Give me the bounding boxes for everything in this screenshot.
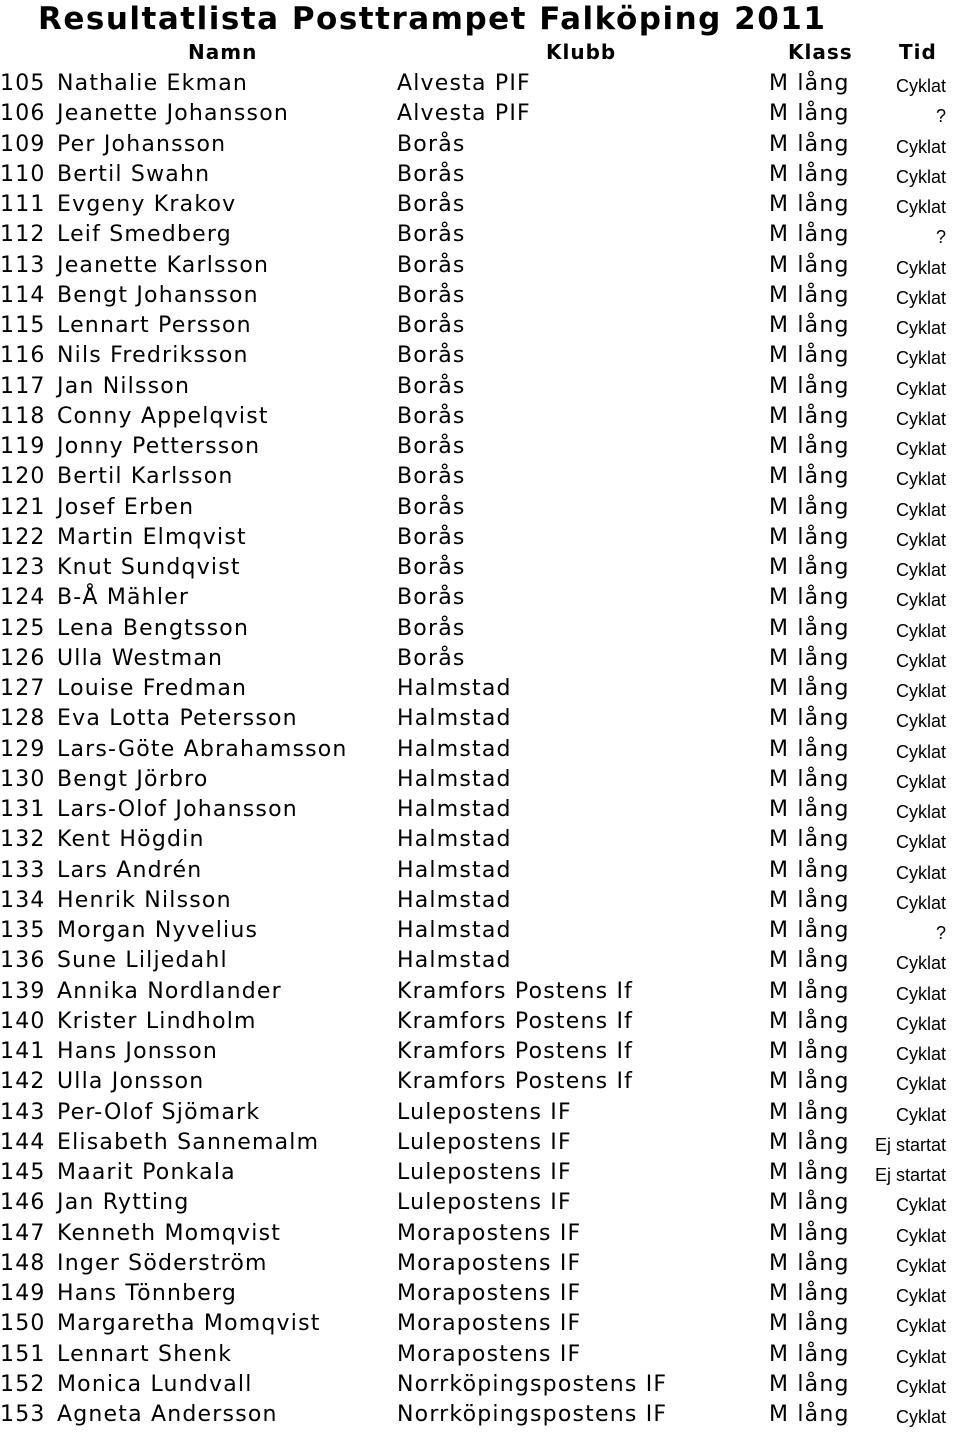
participant-name: Knut Sundqvist (57, 555, 241, 580)
participant-name: Jeanette Karlsson (57, 252, 270, 278)
time-status: Cyklat (895, 1104, 946, 1125)
table-row (0, 1128, 960, 1158)
table-row (0, 432, 960, 462)
participant-name: Krister Lindholm (57, 1008, 257, 1034)
class-name: M lång (769, 706, 850, 732)
club-name: Morapostens IF (397, 1250, 582, 1276)
club-name: Borås (397, 615, 466, 641)
participant-name: Martin Elmqvist (57, 524, 247, 550)
class-name: M lång (769, 1099, 850, 1125)
time-status: Cyklat (895, 771, 946, 792)
participant-name: Jan Nilsson (57, 373, 191, 399)
club-name: Halmstad (397, 706, 512, 732)
table-row (0, 644, 960, 674)
class-name: M lång (769, 252, 850, 278)
class-name: M lång (769, 615, 850, 641)
club-name: Borås (397, 524, 466, 550)
time-status: Cyklat (895, 1255, 946, 1276)
class-name: M lång (769, 1371, 850, 1397)
club-name: Halmstad (397, 736, 512, 762)
participant-name: Evgeny Krakov (57, 192, 237, 217)
participant-name: Lars-Olof Johansson (57, 797, 298, 822)
time-status: Ej startat (874, 1165, 946, 1185)
class-name: M lång (769, 524, 850, 550)
club-name: Borås (397, 373, 466, 399)
club-name: Kramfors Postens If (397, 1008, 634, 1034)
class-name: M lång (769, 434, 850, 459)
row-number: 152 (0, 1371, 46, 1397)
class-name: M lång (769, 736, 850, 762)
row-number: 125 (0, 615, 46, 641)
row-number: 117 (0, 373, 46, 399)
time-status: Cyklat (895, 1074, 946, 1095)
time-status: Cyklat (895, 650, 946, 671)
time-status: Cyklat (895, 378, 946, 399)
time-status: Cyklat (895, 1316, 946, 1337)
club-name: Lulepostens IF (397, 1129, 572, 1155)
row-number: 110 (0, 161, 46, 187)
class-name: M lång (769, 978, 850, 1004)
participant-name: Ulla Westman (57, 645, 224, 671)
class-name: M lång (769, 464, 850, 490)
participant-name: Henrik Nilsson (57, 887, 232, 913)
class-name: M lång (769, 1160, 850, 1185)
participant-name: Lennart Persson (57, 313, 252, 338)
class-name: M lång (769, 131, 850, 157)
row-number: 129 (0, 736, 46, 762)
time-status: Cyklat (895, 408, 946, 429)
table-row (0, 160, 960, 190)
time-status: Cyklat (895, 1286, 946, 1306)
participant-name: Per-Olof Sjömark (57, 1099, 261, 1125)
time-status: Cyklat (895, 136, 946, 157)
participant-name: Bertil Karlsson (57, 464, 234, 490)
row-number: 120 (0, 464, 46, 490)
header-time: Tid (899, 40, 937, 64)
class-name: M lång (769, 343, 850, 369)
row-number: 140 (0, 1008, 46, 1034)
class-name: M lång (769, 645, 850, 671)
class-name: M lång (769, 585, 850, 611)
club-name: Lulepostens IF (397, 1099, 572, 1125)
class-name: M lång (769, 1281, 850, 1306)
table-row (0, 1219, 960, 1249)
table-row (0, 251, 960, 281)
row-number: 135 (0, 918, 46, 943)
class-name: M lång (769, 766, 850, 792)
table-row (0, 1158, 960, 1188)
club-name: Borås (397, 585, 466, 611)
class-name: M lång (769, 1190, 850, 1216)
participant-name: Jeanette Johansson (57, 101, 290, 127)
club-name: Halmstad (397, 918, 512, 943)
participant-name: Kenneth Momqvist (57, 1220, 282, 1246)
class-name: M lång (769, 282, 850, 308)
row-number: 146 (0, 1190, 46, 1216)
club-name: Alvesta PIF (397, 71, 531, 96)
class-name: M lång (769, 161, 850, 187)
table-row (0, 856, 960, 886)
participant-name: Lars Andrén (57, 857, 203, 883)
participant-name: Inger Söderström (57, 1250, 268, 1276)
time-status: Cyklat (895, 560, 946, 580)
club-name: Borås (397, 161, 466, 187)
table-row (0, 1400, 960, 1430)
club-name: Borås (397, 343, 466, 369)
club-name: Borås (397, 192, 466, 217)
time-status: Cyklat (895, 681, 946, 701)
time-status: Cyklat (895, 1346, 946, 1367)
club-name: Morapostens IF (397, 1220, 582, 1246)
table-row (0, 220, 960, 250)
club-name: Borås (397, 494, 466, 520)
table-row (0, 735, 960, 765)
participant-name: Morgan Nyvelius (57, 918, 259, 943)
club-name: Lulepostens IF (397, 1190, 572, 1216)
time-status: Cyklat (895, 1044, 946, 1064)
club-name: Borås (397, 434, 466, 459)
row-number: 113 (0, 252, 46, 278)
participant-name: Elisabeth Sannemalm (57, 1129, 320, 1155)
class-name: M lång (769, 1129, 850, 1155)
club-name: Kramfors Postens If (397, 1039, 634, 1064)
class-name: M lång (769, 857, 850, 883)
participant-name: Lars-Göte Abrahamsson (57, 736, 348, 762)
time-status: Cyklat (895, 1376, 946, 1397)
table-row (0, 1098, 960, 1128)
table-row (0, 341, 960, 371)
class-name: M lång (769, 1039, 850, 1064)
participant-name: Louise Fredman (57, 676, 248, 701)
time-status: ? (935, 106, 946, 127)
time-status: Cyklat (895, 1013, 946, 1034)
class-name: M lång (769, 192, 850, 217)
class-name: M lång (769, 1069, 850, 1095)
class-name: M lång (769, 555, 850, 580)
row-number: 148 (0, 1250, 46, 1276)
club-name: Borås (397, 252, 466, 278)
time-status: Cyklat (895, 529, 946, 550)
participant-name: Conny Appelqvist (57, 403, 269, 429)
club-name: Borås (397, 645, 466, 671)
participant-name: Leif Smedberg (57, 222, 232, 248)
time-status: Cyklat (895, 953, 946, 974)
row-number: 126 (0, 645, 46, 671)
time-status: Cyklat (895, 439, 946, 459)
header-club: Klubb (546, 40, 617, 64)
class-name: M lång (769, 1311, 850, 1337)
time-status: Cyklat (895, 741, 946, 762)
class-name: M lång (769, 71, 850, 96)
time-status: Cyklat (895, 862, 946, 883)
class-name: M lång (769, 887, 850, 913)
time-status: Cyklat (895, 1225, 946, 1246)
time-status: Cyklat (895, 318, 946, 338)
table-row (0, 281, 960, 311)
class-name: M lång (769, 101, 850, 127)
participant-name: Agneta Andersson (57, 1402, 278, 1427)
row-number: 105 (0, 71, 46, 96)
class-name: M lång (769, 918, 850, 943)
time-status: Cyklat (895, 832, 946, 853)
club-name: Borås (397, 222, 466, 248)
time-status: ? (935, 227, 946, 248)
row-number: 145 (0, 1160, 46, 1185)
participant-name: Annika Nordlander (57, 978, 282, 1004)
club-name: Alvesta PIF (397, 101, 531, 127)
club-name: Borås (397, 131, 466, 157)
club-name: Halmstad (397, 948, 512, 974)
participant-name: Josef Erben (57, 494, 195, 520)
table-row (0, 1309, 960, 1339)
table-row (0, 765, 960, 795)
participant-name: Bengt Johansson (57, 282, 259, 308)
club-name: Borås (397, 464, 466, 490)
time-status: Cyklat (895, 166, 946, 187)
time-status: Cyklat (895, 892, 946, 913)
participant-name: Lena Bengtsson (57, 615, 250, 641)
participant-name: Nils Fredriksson (57, 343, 249, 369)
header-class: Klass (788, 40, 853, 64)
row-number: 122 (0, 524, 46, 550)
class-name: M lång (769, 676, 850, 701)
club-name: Morapostens IF (397, 1281, 582, 1306)
table-row (0, 977, 960, 1007)
time-status: ? (935, 923, 946, 943)
row-number: 106 (0, 101, 46, 127)
table-row (0, 553, 960, 583)
time-status: Cyklat (895, 983, 946, 1004)
table-row (0, 674, 960, 704)
row-number: 132 (0, 827, 46, 853)
participant-name: Eva Lotta Petersson (57, 706, 298, 732)
class-name: M lång (769, 1341, 850, 1367)
table-row (0, 130, 960, 160)
row-number: 112 (0, 222, 46, 248)
club-name: Halmstad (397, 827, 512, 853)
club-name: Halmstad (397, 857, 512, 883)
club-name: Borås (397, 282, 466, 308)
row-number: 119 (0, 434, 46, 459)
time-status: Cyklat (895, 711, 946, 732)
table-row (0, 99, 960, 129)
participant-name: Per Johansson (57, 131, 227, 157)
row-number: 149 (0, 1281, 46, 1306)
table-row (0, 190, 960, 220)
club-name: Lulepostens IF (397, 1160, 572, 1185)
club-name: Borås (397, 555, 466, 580)
time-status: Cyklat (895, 469, 946, 490)
club-name: Halmstad (397, 676, 512, 701)
time-status: Cyklat (895, 287, 946, 308)
row-number: 133 (0, 857, 46, 883)
participant-name: Monica Lundvall (57, 1371, 253, 1397)
row-number: 143 (0, 1099, 46, 1125)
club-name: Kramfors Postens If (397, 978, 634, 1004)
row-number: 116 (0, 343, 46, 369)
participant-name: Bertil Swahn (57, 161, 211, 187)
table-row (0, 704, 960, 734)
row-number: 136 (0, 948, 46, 974)
row-number: 118 (0, 403, 46, 429)
header-name: Namn (188, 40, 258, 64)
table-row (0, 583, 960, 613)
table-row (0, 916, 960, 946)
table-row (0, 372, 960, 402)
results-table (0, 69, 960, 1430)
page-title: Resultatlista Posttrampet Falköping 2011 (38, 1, 827, 37)
participant-name: Margaretha Momqvist (57, 1311, 321, 1337)
row-number: 151 (0, 1341, 46, 1367)
time-status: Cyklat (895, 1407, 946, 1427)
table-row (0, 946, 960, 976)
participant-name: Maarit Ponkala (57, 1160, 236, 1185)
time-status: Cyklat (895, 499, 946, 520)
participant-name: Ulla Jonsson (57, 1069, 205, 1095)
row-number: 127 (0, 676, 46, 701)
table-row (0, 1037, 960, 1067)
participant-name: B-Å Mähler (57, 585, 190, 611)
row-number: 123 (0, 555, 46, 580)
class-name: M lång (769, 403, 850, 429)
time-status: Cyklat (895, 802, 946, 822)
participant-name: Nathalie Ekman (57, 71, 249, 96)
class-name: M lång (769, 1008, 850, 1034)
row-number: 128 (0, 706, 46, 732)
row-number: 109 (0, 131, 46, 157)
time-status: Cyklat (895, 590, 946, 611)
participant-name: Hans Tönnberg (57, 1281, 238, 1306)
class-name: M lång (769, 948, 850, 974)
time-status: Cyklat (895, 197, 946, 217)
row-number: 134 (0, 887, 46, 913)
class-name: M lång (769, 1402, 850, 1427)
table-row (0, 886, 960, 916)
participant-name: Sune Liljedahl (57, 948, 228, 974)
participant-name: Jonny Pettersson (57, 434, 261, 459)
time-status: Cyklat (895, 620, 946, 641)
row-number: 144 (0, 1129, 46, 1155)
row-number: 131 (0, 797, 46, 822)
time-status: Cyklat (895, 348, 946, 369)
table-row (0, 462, 960, 492)
row-number: 153 (0, 1402, 46, 1427)
table-row (0, 1067, 960, 1097)
participant-name: Lennart Shenk (57, 1341, 233, 1367)
table-row (0, 1249, 960, 1279)
table-row (0, 402, 960, 432)
table-row (0, 493, 960, 523)
club-name: Norrköpingspostens IF (397, 1402, 668, 1427)
participant-name: Kent Högdin (57, 827, 205, 853)
club-name: Halmstad (397, 797, 512, 822)
table-row (0, 1188, 960, 1218)
table-row (0, 1370, 960, 1400)
class-name: M lång (769, 827, 850, 853)
table-row (0, 1007, 960, 1037)
class-name: M lång (769, 494, 850, 520)
club-name: Halmstad (397, 766, 512, 792)
class-name: M lång (769, 373, 850, 399)
table-row (0, 825, 960, 855)
row-number: 139 (0, 978, 46, 1004)
table-row (0, 614, 960, 644)
class-name: M lång (769, 222, 850, 248)
row-number: 150 (0, 1311, 46, 1337)
row-number: 115 (0, 313, 46, 338)
table-row (0, 311, 960, 341)
time-status: Cyklat (895, 257, 946, 278)
club-name: Morapostens IF (397, 1341, 582, 1367)
time-status: Cyklat (895, 1195, 946, 1216)
table-row (0, 1340, 960, 1370)
club-name: Norrköpingspostens IF (397, 1371, 668, 1397)
table-row (0, 69, 960, 99)
row-number: 142 (0, 1069, 46, 1095)
club-name: Halmstad (397, 887, 512, 913)
club-name: Borås (397, 403, 466, 429)
participant-name: Bengt Jörbro (57, 766, 209, 792)
time-status: Ej startat (874, 1134, 946, 1155)
participant-name: Hans Jonsson (57, 1039, 219, 1064)
club-name: Kramfors Postens If (397, 1069, 634, 1095)
row-number: 111 (0, 192, 46, 217)
club-name: Borås (397, 313, 466, 338)
participant-name: Jan Rytting (57, 1190, 190, 1216)
row-number: 147 (0, 1220, 46, 1246)
class-name: M lång (769, 313, 850, 338)
class-name: M lång (769, 1220, 850, 1246)
class-name: M lång (769, 1250, 850, 1276)
club-name: Morapostens IF (397, 1311, 582, 1337)
table-row (0, 523, 960, 553)
time-status: Cyklat (895, 76, 946, 96)
table-row (0, 795, 960, 825)
row-number: 114 (0, 282, 46, 308)
table-row (0, 1279, 960, 1309)
row-number: 130 (0, 766, 46, 792)
row-number: 121 (0, 494, 46, 520)
row-number: 141 (0, 1039, 46, 1064)
row-number: 124 (0, 585, 46, 611)
class-name: M lång (769, 797, 850, 822)
